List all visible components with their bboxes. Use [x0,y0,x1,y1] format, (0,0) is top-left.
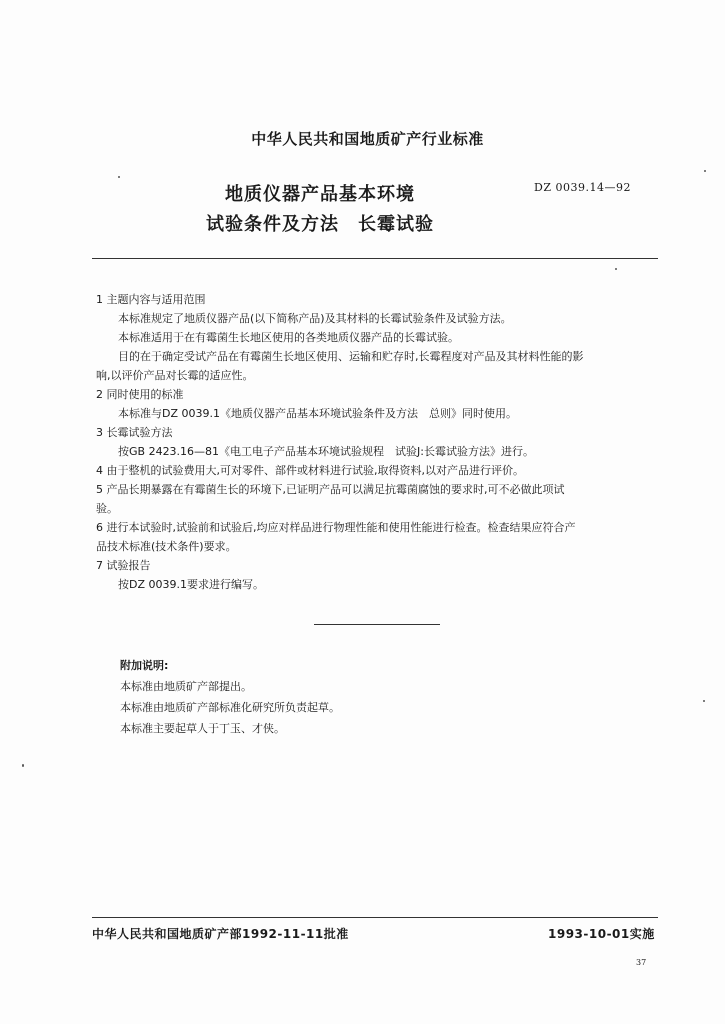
note-line: 本标准主要起草人于丁玉、才侠。 [120,722,285,735]
section-1-heading: 1 主题内容与适用范围 [96,293,206,306]
approval-statement: 中华人民共和国地质矿产部1992-11-11批准 [92,927,349,941]
title-line-2: 试验条件及方法 长霉试验 [206,214,434,235]
standard-title [195,180,445,240]
header-divider [92,258,658,259]
section-1-line: 目的在于确定受试产品在有霉菌生长地区使用、运输和贮存时,长霉程度对产品及其材料性能的影 [118,350,584,363]
end-of-text-rule [314,624,440,625]
page-number: 37 [636,958,647,967]
section-1-line: 响,以评价产品对长霉的适应性。 [96,369,254,382]
section-1-line: 本标准适用于在有霉菌生长地区使用的各类地质仪器产品的长霉试验。 [118,331,459,344]
standard-body [96,290,662,594]
scan-speck [22,764,24,767]
scan-speck [703,700,705,702]
section-1-line: 本标准规定了地质仪器产品(以下简称产品)及其材料的长霉试验条件及试验方法。 [118,312,512,325]
additional-notes [120,655,340,739]
issuing-authority-title: 中华人民共和国地质矿产行业标准 [251,130,484,148]
scan-speck [118,176,120,178]
section-2-heading: 2 同时使用的标准 [96,388,184,401]
section-4-text: 4 由于整机的试验费用大,可对零件、部件或材料进行试验,取得资料,以对产品进行评价。 [96,464,524,477]
section-6-text: 6 进行本试验时,试验前和试验后,均应对样品进行物理性能和使用性能进行检查。检查结果应符合产 [96,521,576,534]
effective-date: 1993-10-01实施 [548,927,655,941]
notes-title: 附加说明: [120,659,169,672]
section-6-text-cont: 品技术标准(技术条件)要求。 [96,540,237,553]
section-5-text: 5 产品长期暴露在有霉菌生长的环境下,已证明产品可以满足抗霉菌腐蚀的要求时,可不必做此项试 [96,483,565,496]
scan-speck [704,170,706,172]
section-2-line: 本标准与DZ 0039.1《地质仪器产品基本环境试验条件及方法 总则》同时使用。 [118,407,517,420]
note-line: 本标准由地质矿产部标准化研究所负责起草。 [120,701,340,714]
section-7-heading: 7 试验报告 [96,559,151,572]
standard-code: DZ 0039.14—92 [534,181,631,194]
note-line: 本标准由地质矿产部提出。 [120,680,252,693]
section-5-text-cont: 验。 [96,502,118,515]
section-3-heading: 3 长霉试验方法 [96,426,173,439]
footer-divider [92,917,658,918]
section-3-line: 按GB 2423.16—81《电工电子产品基本环境试验规程 试验J:长霉试验方法》进行。 [118,445,534,458]
title-line-1: 地质仪器产品基本环境 [225,184,415,205]
scan-speck [615,268,617,270]
section-7-line: 按DZ 0039.1要求进行编写。 [118,578,264,591]
